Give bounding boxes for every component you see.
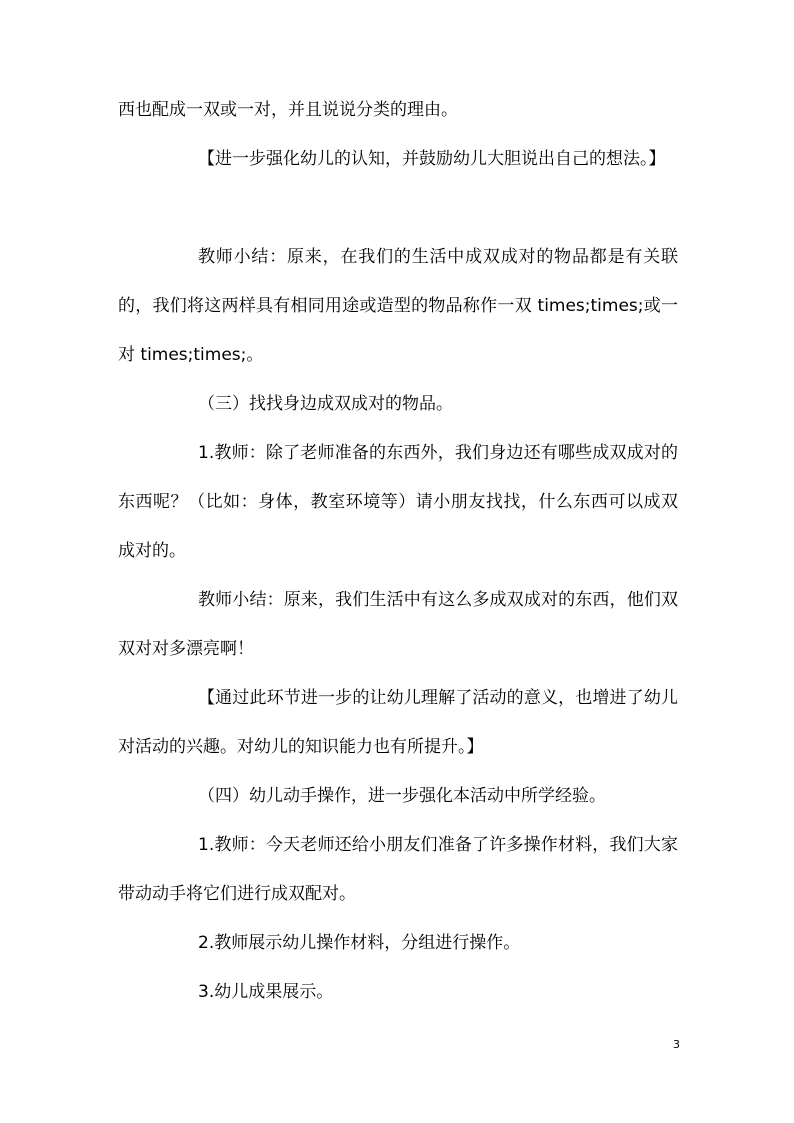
paragraph-step-2: 2.教师展示幼儿操作材料，分组进行操作。 xyxy=(198,933,521,953)
paragraph-step-1-materials: 1.教师：今天老师还给小朋友们准备了许多操作材料，我们大家带动动手将它们进行成双配对。 xyxy=(118,835,678,904)
paragraph-note-cognition: 【进一步强化幼儿的认知，并鼓励幼儿大胆说出自己的想法。】 xyxy=(198,149,666,169)
page-number: 3 xyxy=(673,1038,680,1051)
paragraph-teacher-summary-2: 教师小结：原来，我们生活中有这么多成双成对的东西，他们双双对对多漂亮啊！ xyxy=(118,590,678,659)
paragraph-step-1-find: 1.教师：除了老师准备的东西外，我们身边还有哪些成双成对的东西呢？（比如：身体，教室环境等）请小朋友找找，什么东西可以成双成对的。 xyxy=(118,443,678,561)
paragraph-continuation: 西也配成一双或一对，并且说说分类的理由。 xyxy=(118,100,458,120)
paragraph-teacher-summary-1: 教师小结：原来，在我们的生活中成双成对的物品都是有关联的，我们将这两样具有相同用途或造型的物品称作一双 times;times;或一对 times;times;。 xyxy=(118,247,678,365)
section-heading-4: （四）幼儿动手操作，进一步强化本活动中所学经验。 xyxy=(198,786,606,806)
paragraph-step-3: 3.幼儿成果展示。 xyxy=(198,982,334,1002)
section-heading-3: （三）找找身边成双成对的物品。 xyxy=(198,394,453,414)
paragraph-note-interest: 【通过此环节进一步的让幼儿理解了活动的意义，也增进了幼儿对活动的兴趣。对幼儿的知识能力也有所提升。】 xyxy=(118,688,678,757)
